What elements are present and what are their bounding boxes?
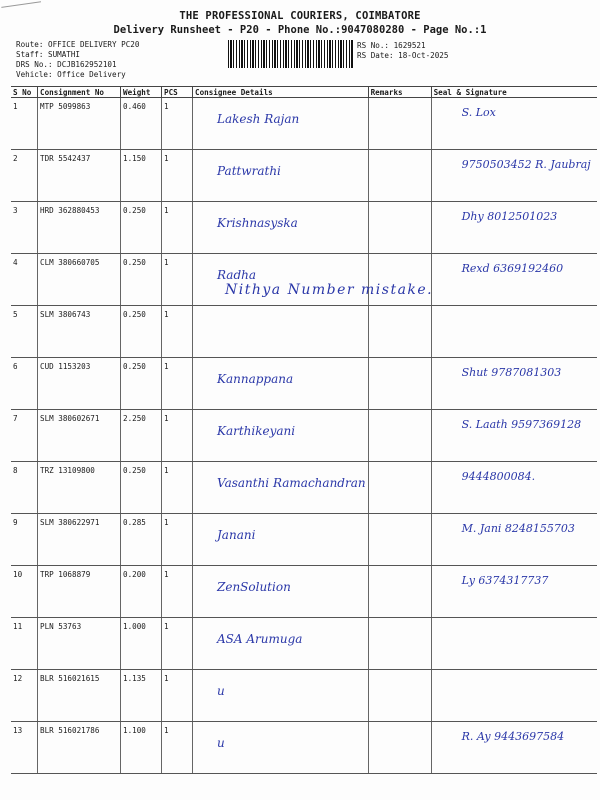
cell-consignee: u	[193, 722, 369, 774]
cell-signature: S. Lox	[431, 98, 597, 150]
col-header-signature: Seal & Signature	[431, 87, 597, 98]
cell-weight: 0.250	[121, 254, 162, 306]
cell-sno: 13	[11, 722, 38, 774]
cell-consignment: TRP 1068879	[38, 566, 121, 618]
cell-pcs: 1	[162, 98, 193, 150]
cell-weight: 0.250	[121, 358, 162, 410]
table-row	[11, 514, 597, 566]
table-row	[11, 722, 597, 774]
meta-left	[16, 40, 139, 80]
cell-remarks	[368, 462, 431, 514]
cell-consignment: BLR 516021786	[38, 722, 121, 774]
company-name: THE PROFESSIONAL COURIERS, COIMBATORE	[179, 10, 421, 22]
cell-weight: 0.250	[121, 306, 162, 358]
cell-consignment: SLM 380622971	[38, 514, 121, 566]
cell-consignee: Radha	[193, 254, 369, 306]
cell-consignee: Vasanthi Ramachandran	[193, 462, 369, 514]
cell-consignee: Lakesh Rajan	[193, 98, 369, 150]
rs-number: RS No.: 1629521	[357, 41, 426, 50]
staff-label: Staff: SUMATHI	[16, 50, 81, 59]
table-row	[11, 618, 597, 670]
cell-consignee: Janani	[193, 514, 369, 566]
col-header-weight: Weight	[121, 87, 162, 98]
cell-weight: 1.100	[121, 722, 162, 774]
cell-pcs: 1	[162, 410, 193, 462]
cell-sno: 9	[11, 514, 38, 566]
table-row	[11, 98, 597, 150]
cell-consignee: u	[193, 670, 369, 722]
cell-sno: 4	[11, 254, 38, 306]
cell-pcs: 1	[162, 566, 193, 618]
cell-consignment: TDR 5542437	[38, 150, 121, 202]
cell-pcs: 1	[162, 358, 193, 410]
cell-sno: 2	[11, 150, 38, 202]
cell-pcs: 1	[162, 514, 193, 566]
cell-weight: 1.000	[121, 618, 162, 670]
cell-signature: Rexd 6369192460	[431, 254, 597, 306]
cell-signature: Dhy 8012501023	[431, 202, 597, 254]
cell-consignment: SLM 380602671	[38, 410, 121, 462]
col-header-remarks: Remarks	[368, 87, 431, 98]
table-header-row	[11, 87, 597, 98]
cell-signature	[431, 306, 597, 358]
table-row	[11, 462, 597, 514]
cell-signature: 9444800084.	[431, 462, 597, 514]
cell-consignee: Kannappana	[193, 358, 369, 410]
cell-remarks	[368, 618, 431, 670]
vehicle-label: Vehicle: Office Delivery	[16, 70, 126, 79]
cell-remarks	[368, 722, 431, 774]
cell-signature: S. Laath 9597369128	[431, 410, 597, 462]
cell-weight: 2.250	[121, 410, 162, 462]
cell-sno: 8	[11, 462, 38, 514]
cell-sno: 10	[11, 566, 38, 618]
cell-sno: 3	[11, 202, 38, 254]
cell-consignee: Krishnasyska	[193, 202, 369, 254]
cell-signature	[431, 670, 597, 722]
col-header-consignee: Consignee Details	[193, 87, 369, 98]
cell-sno: 1	[11, 98, 38, 150]
cell-weight: 0.200	[121, 566, 162, 618]
cell-consignment: CUD 1153203	[38, 358, 121, 410]
handwritten-annotation: Nithya Number mistake.	[225, 282, 434, 298]
runsheet-table	[11, 86, 597, 774]
cell-pcs: 1	[162, 722, 193, 774]
cell-consignment: BLR 516021615	[38, 670, 121, 722]
col-header-consignment: Consignment No	[38, 87, 121, 98]
table-row	[11, 202, 597, 254]
cell-pcs: 1	[162, 306, 193, 358]
meta-right	[357, 41, 448, 61]
cell-weight: 0.460	[121, 98, 162, 150]
cell-consignment: PLN 53763	[38, 618, 121, 670]
table-row	[11, 358, 597, 410]
cell-consignee: Pattwrathi	[193, 150, 369, 202]
cell-signature: M. Jani 8248155703	[431, 514, 597, 566]
table-body	[11, 98, 597, 774]
cell-consignment: MTP 5099863	[38, 98, 121, 150]
cell-remarks	[368, 306, 431, 358]
cell-remarks	[368, 358, 431, 410]
document-header	[0, 10, 600, 36]
cell-pcs: 1	[162, 670, 193, 722]
cell-consignee	[193, 306, 369, 358]
barcode	[228, 40, 354, 68]
cell-sno: 7	[11, 410, 38, 462]
table-row	[11, 150, 597, 202]
cell-remarks	[368, 202, 431, 254]
rs-date: RS Date: 18-Oct-2025	[357, 51, 449, 60]
cell-weight: 1.135	[121, 670, 162, 722]
cell-weight: 0.285	[121, 514, 162, 566]
cell-remarks	[368, 410, 431, 462]
table-row	[11, 566, 597, 618]
drs-label: DRS No.: DCJB162952101	[16, 60, 117, 69]
cell-consignment: CLM 380660705	[38, 254, 121, 306]
cell-pcs: 1	[162, 254, 193, 306]
cell-sno: 11	[11, 618, 38, 670]
col-header-sno: S No	[11, 87, 38, 98]
cell-sno: 6	[11, 358, 38, 410]
cell-signature: Ly 6374317737	[431, 566, 597, 618]
cell-sno: 5	[11, 306, 38, 358]
route-label: Route: OFFICE DELIVERY PC20	[16, 40, 140, 49]
cell-signature	[431, 618, 597, 670]
cell-remarks	[368, 98, 431, 150]
runsheet-title: Delivery Runsheet - P20 - Phone No.:9047080280 - Page No.:1	[113, 24, 487, 36]
cell-signature: R. Ay 9443697584	[431, 722, 597, 774]
cell-consignment: TRZ 13109800	[38, 462, 121, 514]
table-row	[11, 306, 597, 358]
cell-signature: Shut 9787081303	[431, 358, 597, 410]
cell-remarks	[368, 514, 431, 566]
cell-sno: 12	[11, 670, 38, 722]
table-row	[11, 410, 597, 462]
cell-pcs: 1	[162, 150, 193, 202]
cell-weight: 0.250	[121, 202, 162, 254]
cell-signature: 9750503452 R. Jaubraj	[431, 150, 597, 202]
cell-consignee: ASA Arumuga	[193, 618, 369, 670]
cell-pcs: 1	[162, 202, 193, 254]
cell-consignment: HRD 362880453	[38, 202, 121, 254]
col-header-pcs: PCS	[162, 87, 193, 98]
cell-weight: 0.250	[121, 462, 162, 514]
cell-consignee: ZenSolution	[193, 566, 369, 618]
cell-consignment: SLM 3806743	[38, 306, 121, 358]
cell-remarks	[368, 150, 431, 202]
cell-remarks	[368, 566, 431, 618]
table-row	[11, 670, 597, 722]
cell-weight: 1.150	[121, 150, 162, 202]
cell-pcs: 1	[162, 618, 193, 670]
cell-pcs: 1	[162, 462, 193, 514]
cell-remarks	[368, 670, 431, 722]
cell-consignee: Karthikeyani	[193, 410, 369, 462]
